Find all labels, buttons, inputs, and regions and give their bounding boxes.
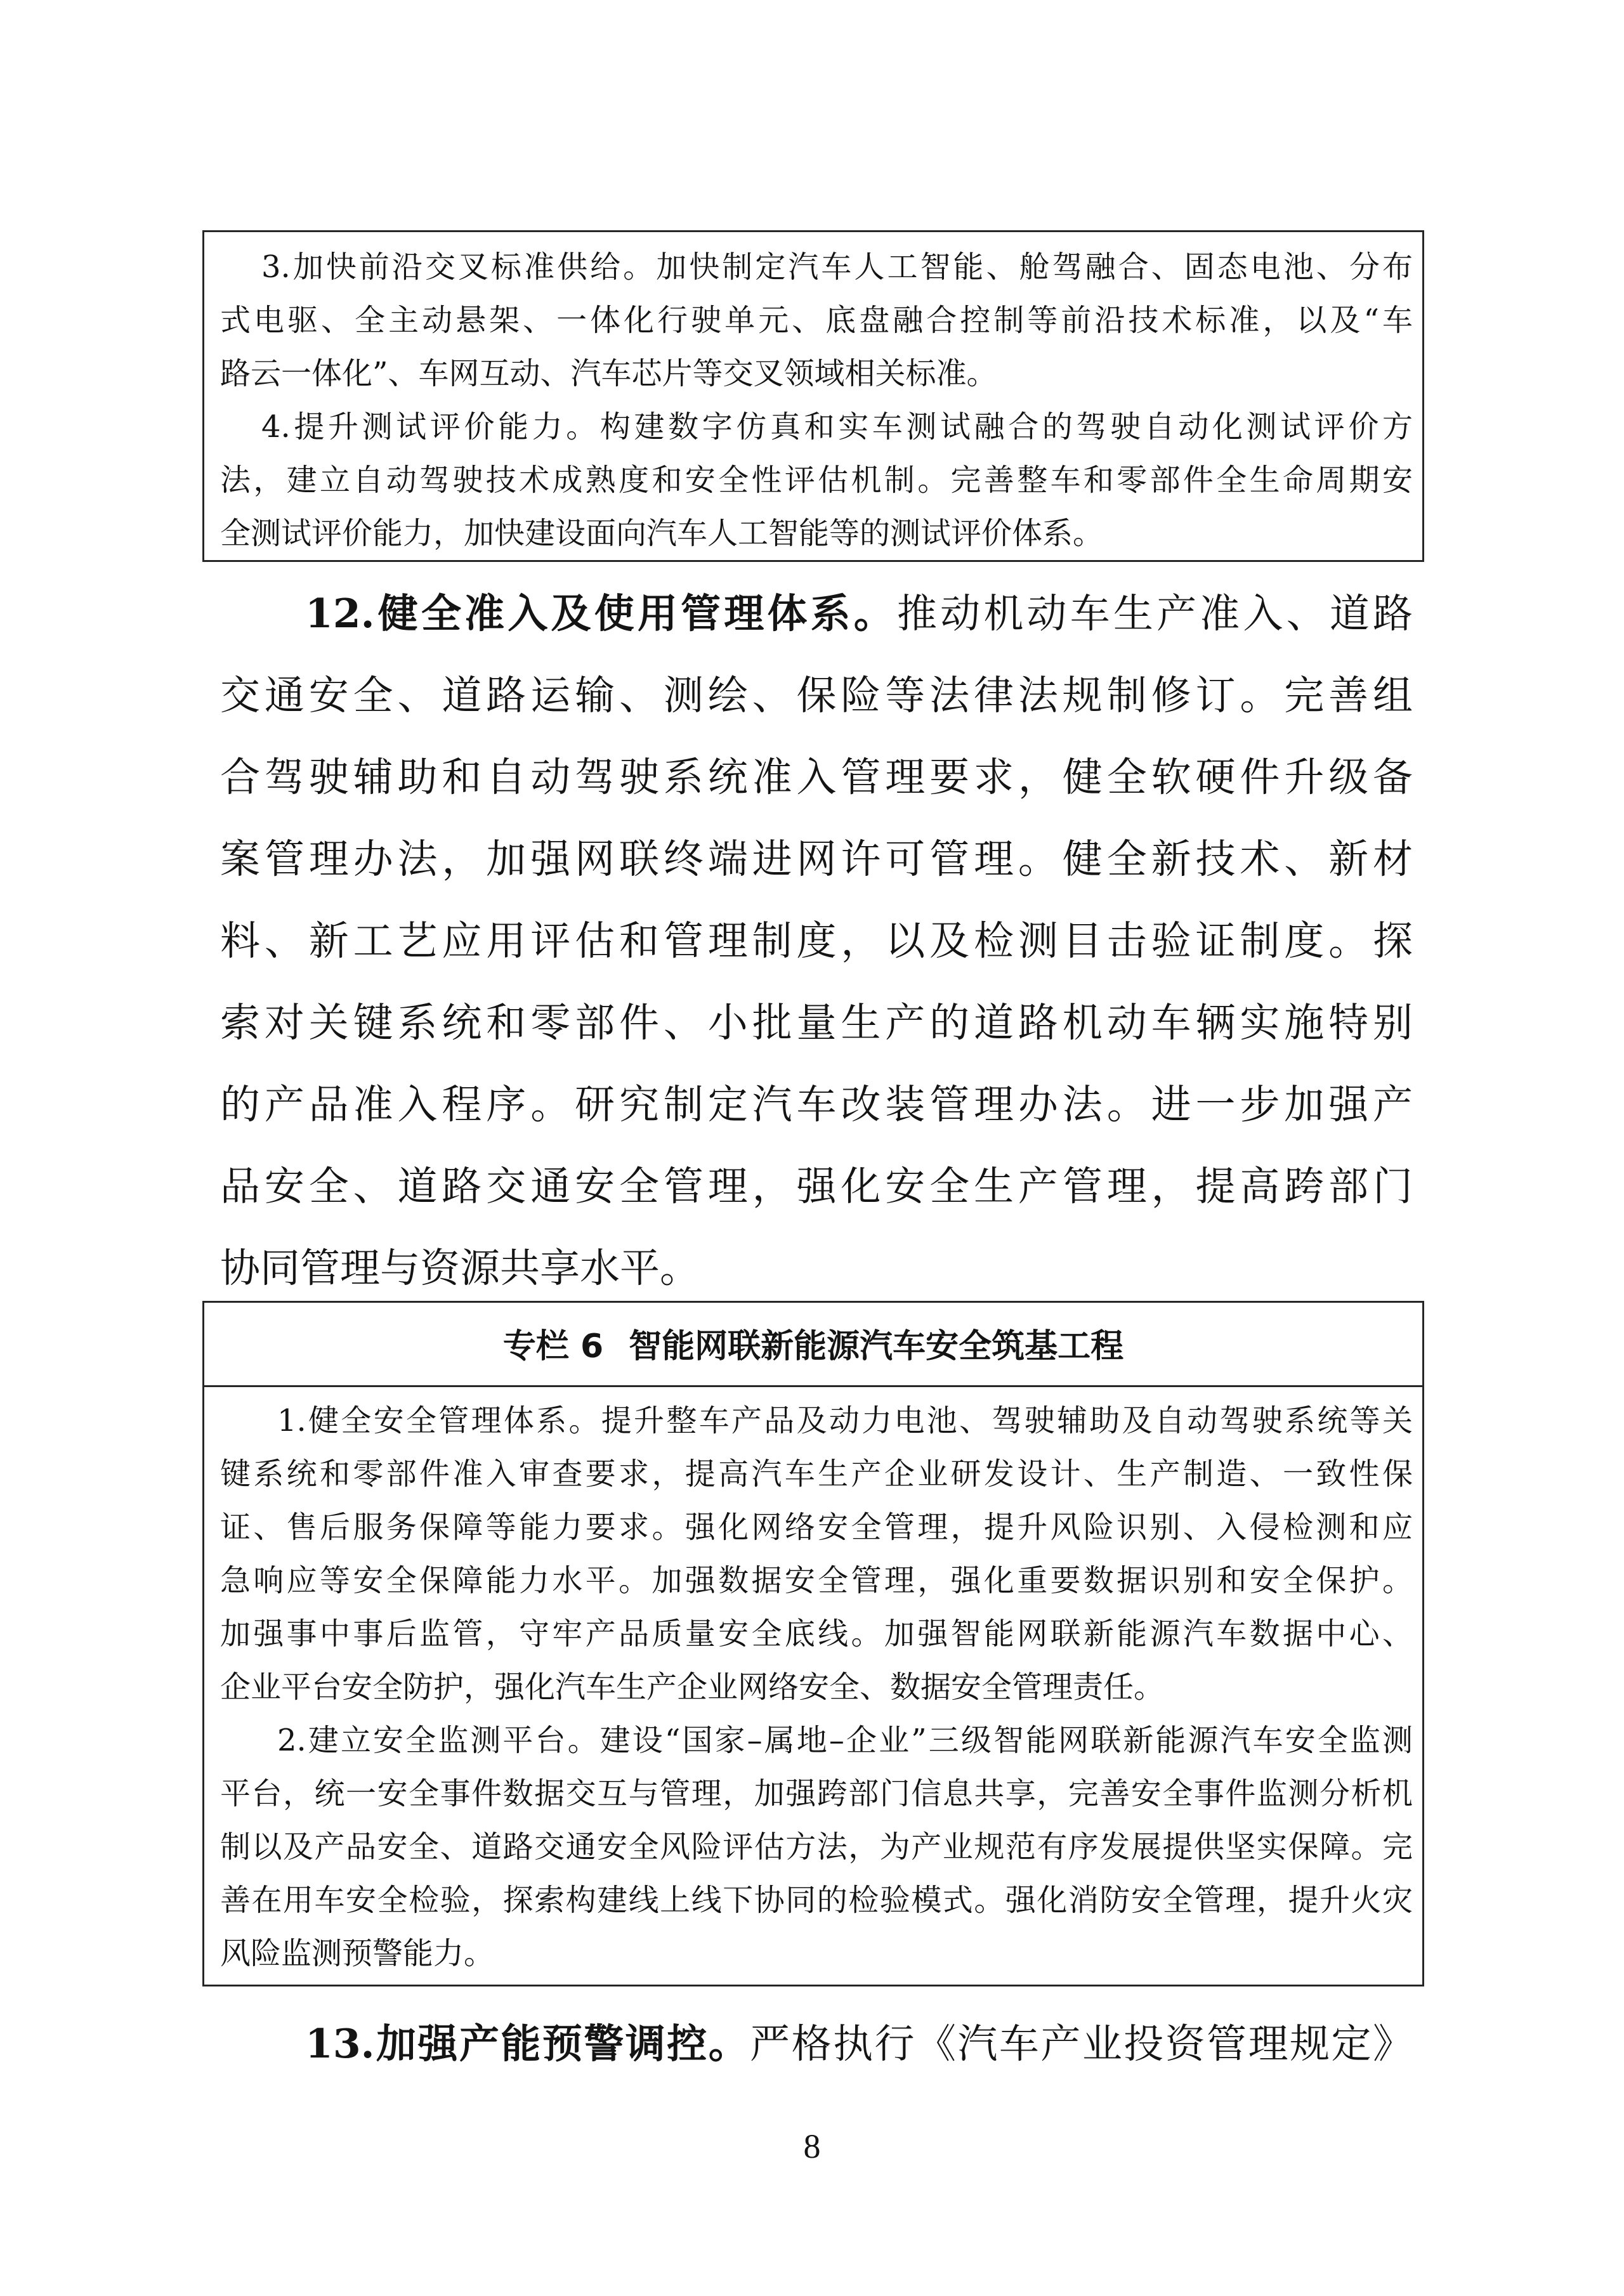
text-line xyxy=(220,1394,1413,1447)
text-line: 制以及产品安全、道路交通安全风险评估方法，为产业规范有序发展提供坚实保障。完 xyxy=(220,1829,1413,1865)
text-line: 索对关键系统和零部件、小批量生产的道路机动车辆实施特别 xyxy=(220,1000,1413,1046)
text-line: 加强事中事后监管，守牢产品质量安全底线。加强智能网联新能源汽车数据中心、 xyxy=(220,1616,1413,1652)
text-line xyxy=(220,573,1413,655)
text-line xyxy=(220,400,1413,453)
item-heading: 2.建立安全监测平台。 xyxy=(277,1723,600,1758)
text-line: 品安全、道路交通安全管理，强化安全生产管理，提高跨部门 xyxy=(220,1163,1413,1210)
text-line: 案管理办法，加强网联终端进网许可管理。健全新技术、新材 xyxy=(220,836,1413,882)
text-line: 协同管理与资源共享水平。 xyxy=(220,1245,700,1291)
line-text: 提升整车产品及动力电池、驾驶辅助及自动驾驶系统等关 xyxy=(601,1403,1413,1438)
column-label: 专栏 6 xyxy=(502,1327,604,1366)
text-line: 式电驱、全主动悬架、一体化行驶单元、底盘融合控制等前沿技术标准，以及“车 xyxy=(220,303,1413,338)
text-line: 善在用车安全检验，探索构建线上线下协同的检验模式。强化消防安全管理，提升火灾 xyxy=(220,1882,1413,1918)
text-line: 急响应等安全保障能力水平。加强数据安全管理，强化重要数据识别和安全保护。 xyxy=(220,1563,1413,1598)
text-line: 平台，统一安全事件数据交互与管理，加强跨部门信息共享，完善安全事件监测分析机 xyxy=(220,1776,1413,1811)
column-item xyxy=(220,240,1413,400)
text-line: 交通安全、道路运输、测绘、保险等法律法规制修订。完善组 xyxy=(220,672,1413,719)
line-text: 构建数字仿真和实车测试融合的驾驶自动化测试评价方 xyxy=(599,409,1413,445)
line-text: 加快制定汽车人工智能、舱驾融合、固态电池、分布 xyxy=(656,249,1413,285)
line-text: 建设“国家–属地–企业”三级智能网联新能源汽车安全监测 xyxy=(599,1723,1413,1758)
text-line: 合驾驶辅助和自动驾驶系统准入管理要求，健全软硬件升级备 xyxy=(220,754,1413,800)
text-line: 的产品准入程序。研究制定汽车改装管理办法。进一步加强产 xyxy=(220,1081,1413,1128)
section-13-paragraph xyxy=(220,2003,1413,2085)
item-heading: 4.提升测试评价能力。 xyxy=(261,409,600,445)
text-line: 证、售后服务保障等能力要求。强化网络安全管理，提升风险识别、入侵检测和应 xyxy=(220,1510,1413,1545)
column-title-text: 智能网联新能源汽车安全筑基工程 xyxy=(629,1327,1124,1366)
special-column-6-box xyxy=(202,1301,1424,1986)
item-heading: 1.健全安全管理体系。 xyxy=(277,1403,601,1438)
text-line xyxy=(220,1714,1413,1767)
text-line xyxy=(220,240,1413,294)
page-number: 8 xyxy=(803,2127,821,2165)
text-line: 企业平台安全防护，强化汽车生产企业网络安全、数据安全管理责任。 xyxy=(220,1669,1165,1705)
text-line xyxy=(220,2003,1413,2085)
standards-testing-box xyxy=(202,230,1424,562)
text-line: 风险监测预警能力。 xyxy=(220,1936,495,1971)
text-line: 料、新工艺应用评估和管理制度，以及检测目击验证制度。探 xyxy=(220,918,1413,964)
item-heading: 3.加快前沿交叉标准供给。 xyxy=(261,249,657,285)
text-line: 法，建立自动驾驶技术成熟度和安全性评估机制。完善整车和零部件全生命周期安 xyxy=(220,462,1413,498)
column-body xyxy=(204,1387,1422,1980)
column-item xyxy=(220,1394,1413,1714)
line-text: 推动机动车生产准入、道路 xyxy=(896,590,1413,637)
column-item xyxy=(220,1714,1413,1980)
line-text: 严格执行《汽车产业投资管理规定》 xyxy=(750,2021,1413,2067)
text-line: 全测试评价能力，加快建设面向汽车人工智能等的测试评价体系。 xyxy=(220,516,1104,551)
column-title xyxy=(204,1303,1422,1387)
section-heading: 12.健全准入及使用管理体系。 xyxy=(305,590,897,637)
text-line: 键系统和零部件准入审查要求，提高汽车生产企业研发设计、生产制造、一致性保 xyxy=(220,1456,1413,1492)
section-12-paragraph xyxy=(220,573,1413,1309)
text-line: 路云一体化”、车网互动、汽车芯片等交叉领域相关标准。 xyxy=(220,356,997,391)
column-item xyxy=(220,400,1413,560)
section-heading: 13.加强产能预警调控。 xyxy=(305,2020,750,2067)
